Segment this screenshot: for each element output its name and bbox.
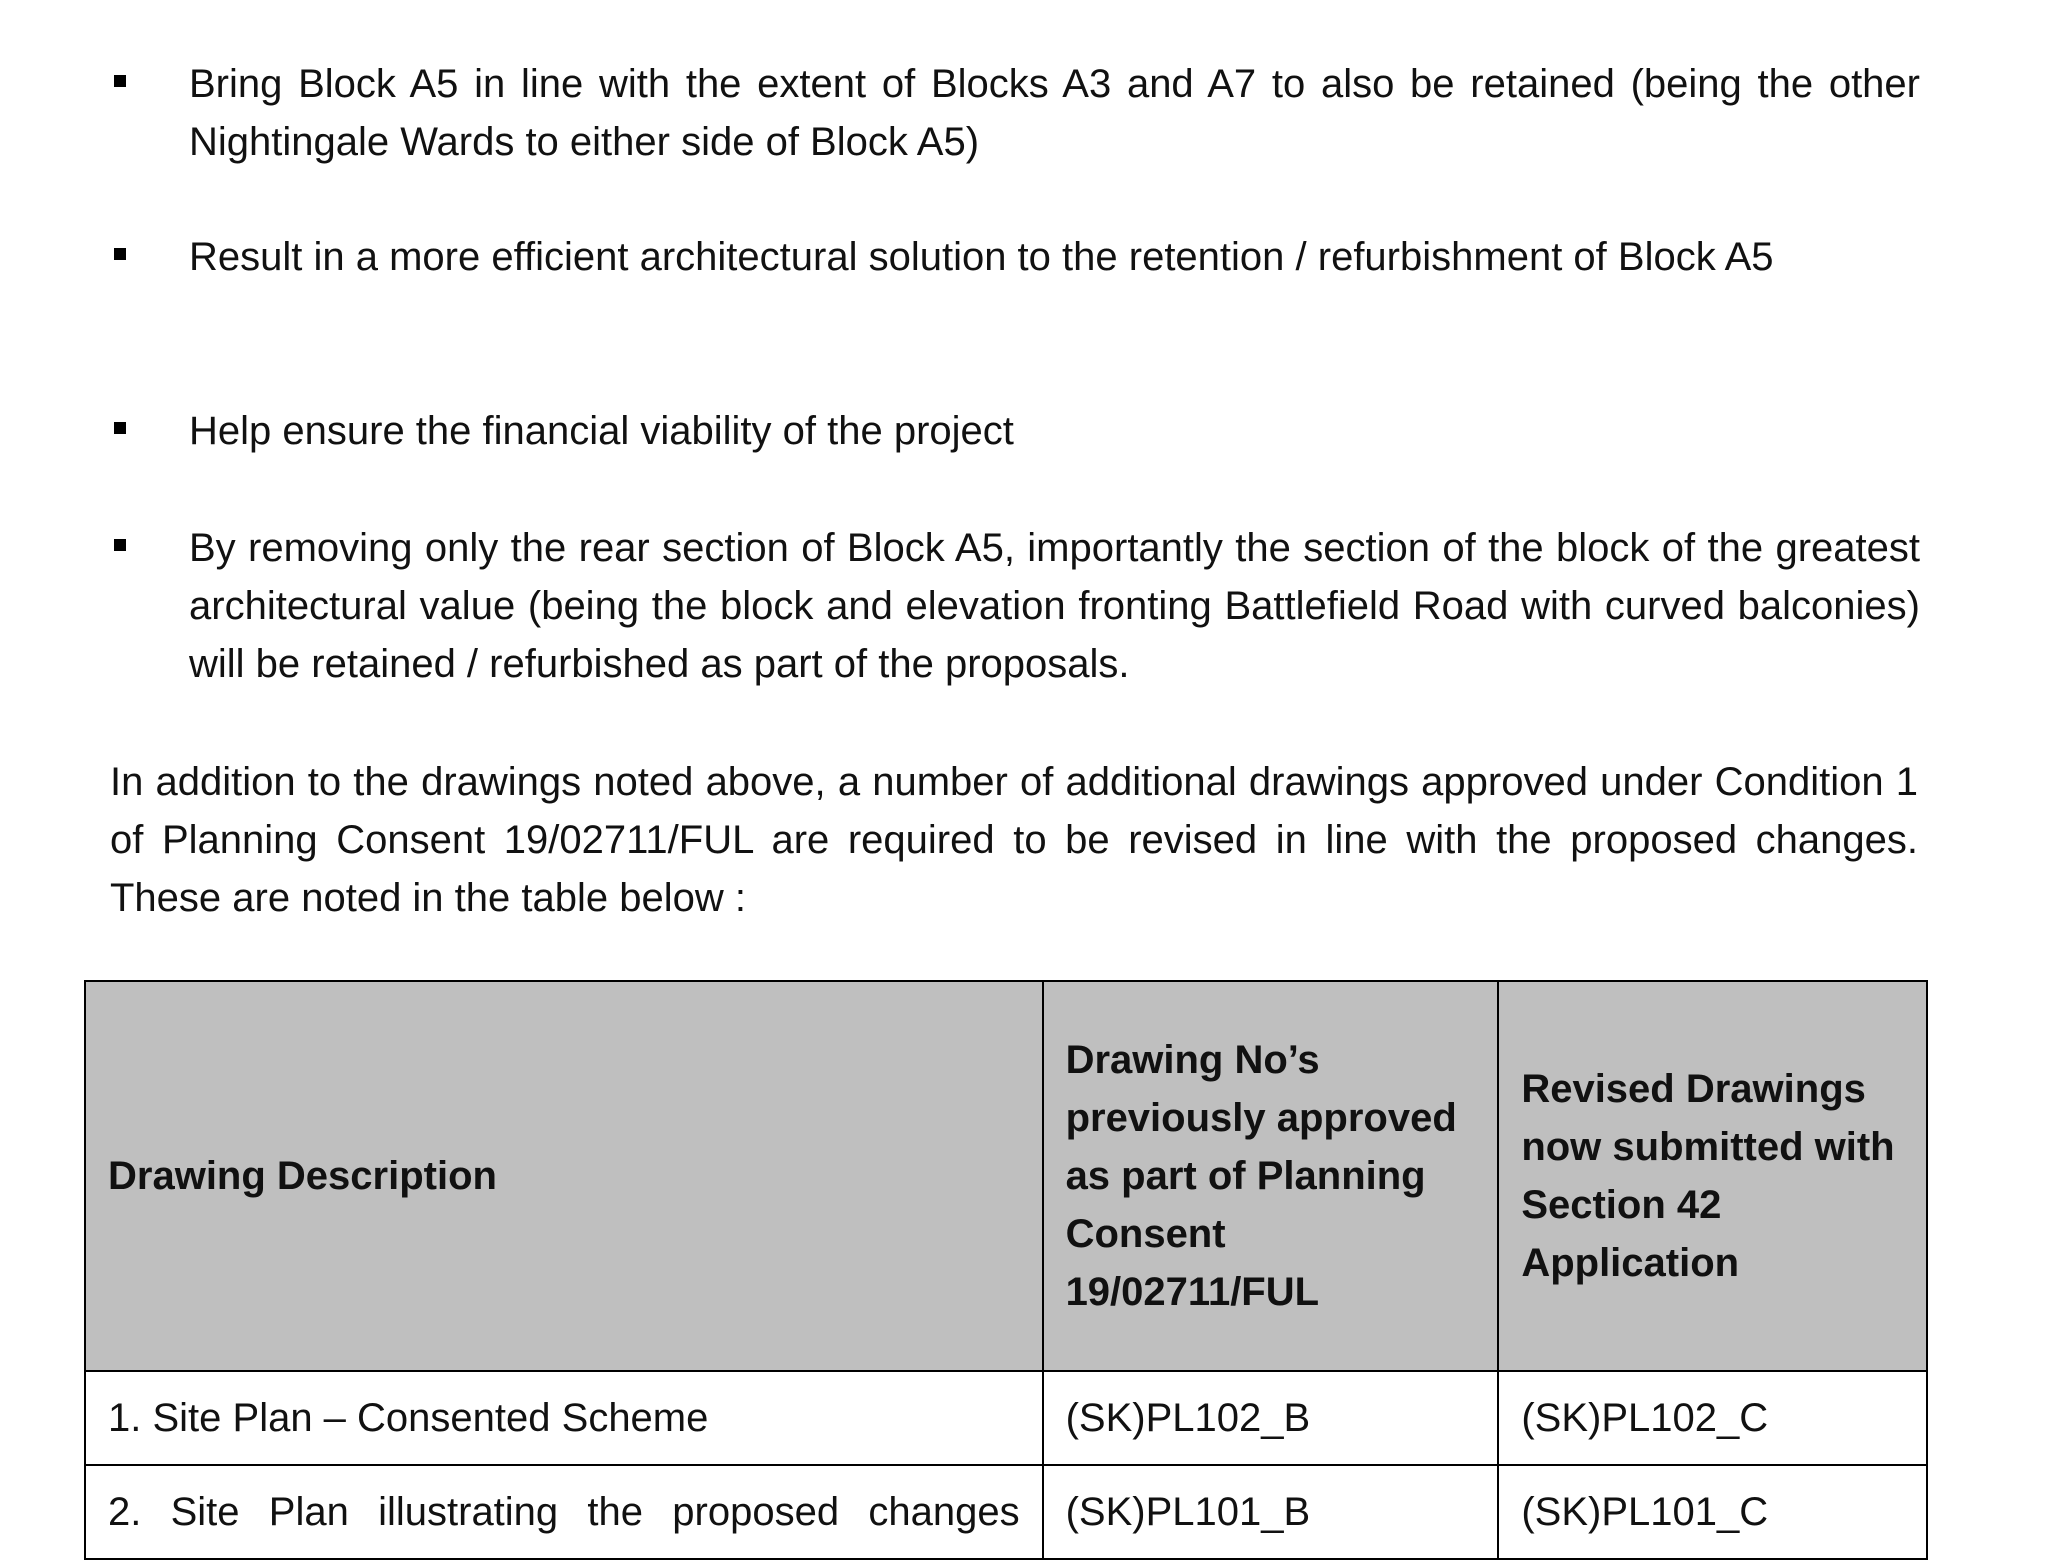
header-revised-drawings: Revised Drawings now submitted with Section 42 Application — [1498, 981, 1927, 1371]
bullet-item — [110, 519, 1920, 693]
header-previous-drawing-numbers: Drawing No’s previously approved as part of Planning Consent 19/02711/FUL — [1043, 981, 1499, 1371]
cell-revised-number: (SK)PL102_C — [1498, 1371, 1927, 1465]
cell-previous-number: (SK)PL101_B — [1043, 1465, 1499, 1559]
bullet-text: Result in a more efficient architectural solution to the retention / refurbishment of Block A5 — [189, 235, 1774, 279]
cell-description: 2. Site Plan illustrating the proposed changes — [85, 1465, 1043, 1559]
bullet-text: Bring Block A5 in line with the extent of Blocks A3 and A7 to also be retained (being the other Nightingale Wards to either side of Block A5) — [189, 62, 1920, 164]
bullet-text: Help ensure the financial viability of the project — [189, 409, 1014, 453]
drawings-table — [84, 980, 1928, 1560]
bullet-marker — [114, 75, 126, 87]
bullet-item — [110, 228, 1920, 286]
table-row — [85, 1465, 1927, 1559]
bullet-marker — [114, 422, 126, 434]
table-header-row — [85, 981, 1927, 1371]
bullet-item — [110, 55, 1920, 171]
bullet-marker — [114, 539, 126, 551]
bullet-item — [110, 402, 1920, 460]
header-drawing-description: Drawing Description — [85, 981, 1043, 1371]
bullet-text: By removing only the rear section of Block A5, importantly the section of the block of the greatest architectural value (being the block and elevation fronting Battlefield Road with curved balconies) will be retained / refurbished as part of the proposals. — [189, 526, 1920, 686]
bullet-marker — [114, 248, 126, 260]
cell-revised-number: (SK)PL101_C — [1498, 1465, 1927, 1559]
cell-description: 1. Site Plan – Consented Scheme — [85, 1371, 1043, 1465]
table-row — [85, 1371, 1927, 1465]
body-paragraph: In addition to the drawings noted above, a number of additional drawings approved under Condition 1 of Planning Consent 19/02711/FUL are required to be revised in line with the proposed changes. These are noted in the table below : — [110, 760, 1918, 920]
cell-previous-number: (SK)PL102_B — [1043, 1371, 1499, 1465]
